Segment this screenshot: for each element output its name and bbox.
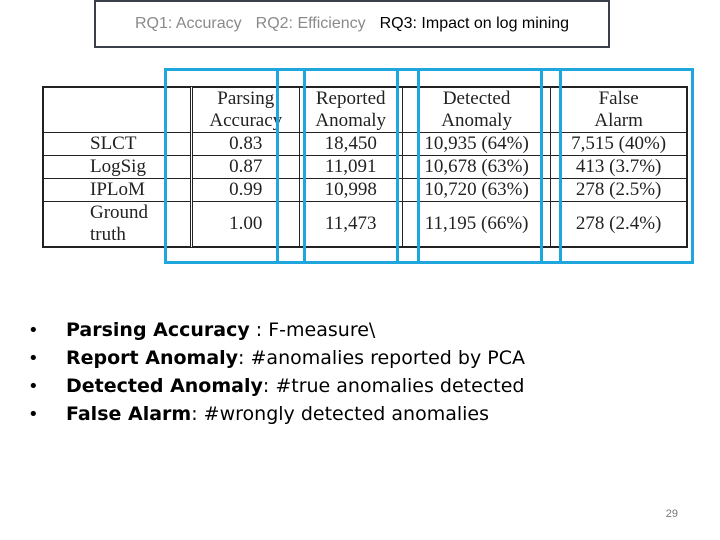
definition-term: Parsing Accuracy [66, 319, 250, 341]
cell-detected: 10,935 (64%) [402, 133, 550, 156]
cell-reported: 18,450 [299, 133, 402, 156]
cell-detected: 10,720 (63%) [402, 179, 550, 202]
header-line: Anomaly [441, 110, 512, 131]
header-line: Alarm [594, 110, 643, 131]
header-reported-anomaly [299, 88, 402, 133]
list-item [28, 316, 525, 344]
nav-rq3-impact[interactable]: RQ3: Impact on log mining [379, 15, 570, 32]
definition-desc: F-measure\ [268, 319, 376, 341]
results-table [43, 87, 687, 247]
header-blank-cell [44, 88, 192, 133]
row-name: Ground truth [44, 202, 192, 247]
row-name: LogSig [44, 156, 192, 179]
definition-separator: : [191, 403, 204, 425]
definition-desc: #wrongly detected anomalies [203, 403, 489, 425]
row-name: IPLoM [44, 179, 192, 202]
header-parsing-accuracy [192, 88, 300, 133]
bullet-dot: • [28, 376, 39, 397]
header-false-alarm [551, 88, 687, 133]
definition-separator: : [238, 347, 251, 369]
table-header-row [44, 88, 687, 133]
header-line: False [598, 88, 639, 109]
rq-navigation [94, 0, 610, 48]
table-row [44, 156, 687, 179]
cell-detected: 11,195 (66%) [402, 202, 550, 247]
bullet-dot: • [28, 320, 39, 341]
header-line: Reported [315, 88, 386, 109]
table-row [44, 179, 687, 202]
list-item [28, 344, 525, 372]
definition-desc: #anomalies reported by PCA [250, 347, 525, 369]
definition-term: False Alarm [66, 403, 192, 425]
table-row [44, 133, 687, 156]
cell-false-alarm: 278 (2.5%) [551, 179, 687, 202]
list-item [28, 372, 525, 400]
header-line: Detected [442, 88, 511, 109]
nav-rq2-efficiency[interactable]: RQ2: Efficiency [255, 15, 366, 32]
cell-reported: 10,998 [299, 179, 402, 202]
cell-false-alarm: 278 (2.4%) [551, 202, 687, 247]
results-table-frame [42, 86, 688, 248]
header-line: Anomaly [315, 110, 387, 131]
cell-reported: 11,473 [299, 202, 402, 247]
cell-parsing: 0.83 [192, 133, 300, 156]
header-line: Accuracy [209, 110, 283, 131]
page-number: 29 [665, 508, 678, 520]
definition-separator: : [262, 375, 276, 397]
list-item [28, 400, 525, 428]
header-line: Parsing [217, 88, 275, 109]
cell-parsing: 1.00 [192, 202, 300, 247]
header-detected-anomaly [402, 88, 550, 133]
bullet-dot: • [28, 348, 39, 369]
definition-desc: #true anomalies detected [275, 375, 525, 397]
cell-parsing: 0.99 [192, 179, 300, 202]
cell-reported: 11,091 [299, 156, 402, 179]
definition-separator: : [249, 319, 269, 341]
cell-false-alarm: 413 (3.7%) [551, 156, 687, 179]
cell-parsing: 0.87 [192, 156, 300, 179]
row-name: SLCT [44, 133, 192, 156]
cell-detected: 10,678 (63%) [402, 156, 550, 179]
definition-term: Report Anomaly [66, 347, 239, 369]
bullet-dot: • [28, 404, 39, 425]
table-row [44, 202, 687, 247]
definition-list [28, 316, 525, 428]
cell-false-alarm: 7,515 (40%) [551, 133, 687, 156]
nav-rq1-accuracy[interactable]: RQ1: Accuracy [134, 15, 242, 32]
definition-term: Detected Anomaly [66, 375, 263, 397]
